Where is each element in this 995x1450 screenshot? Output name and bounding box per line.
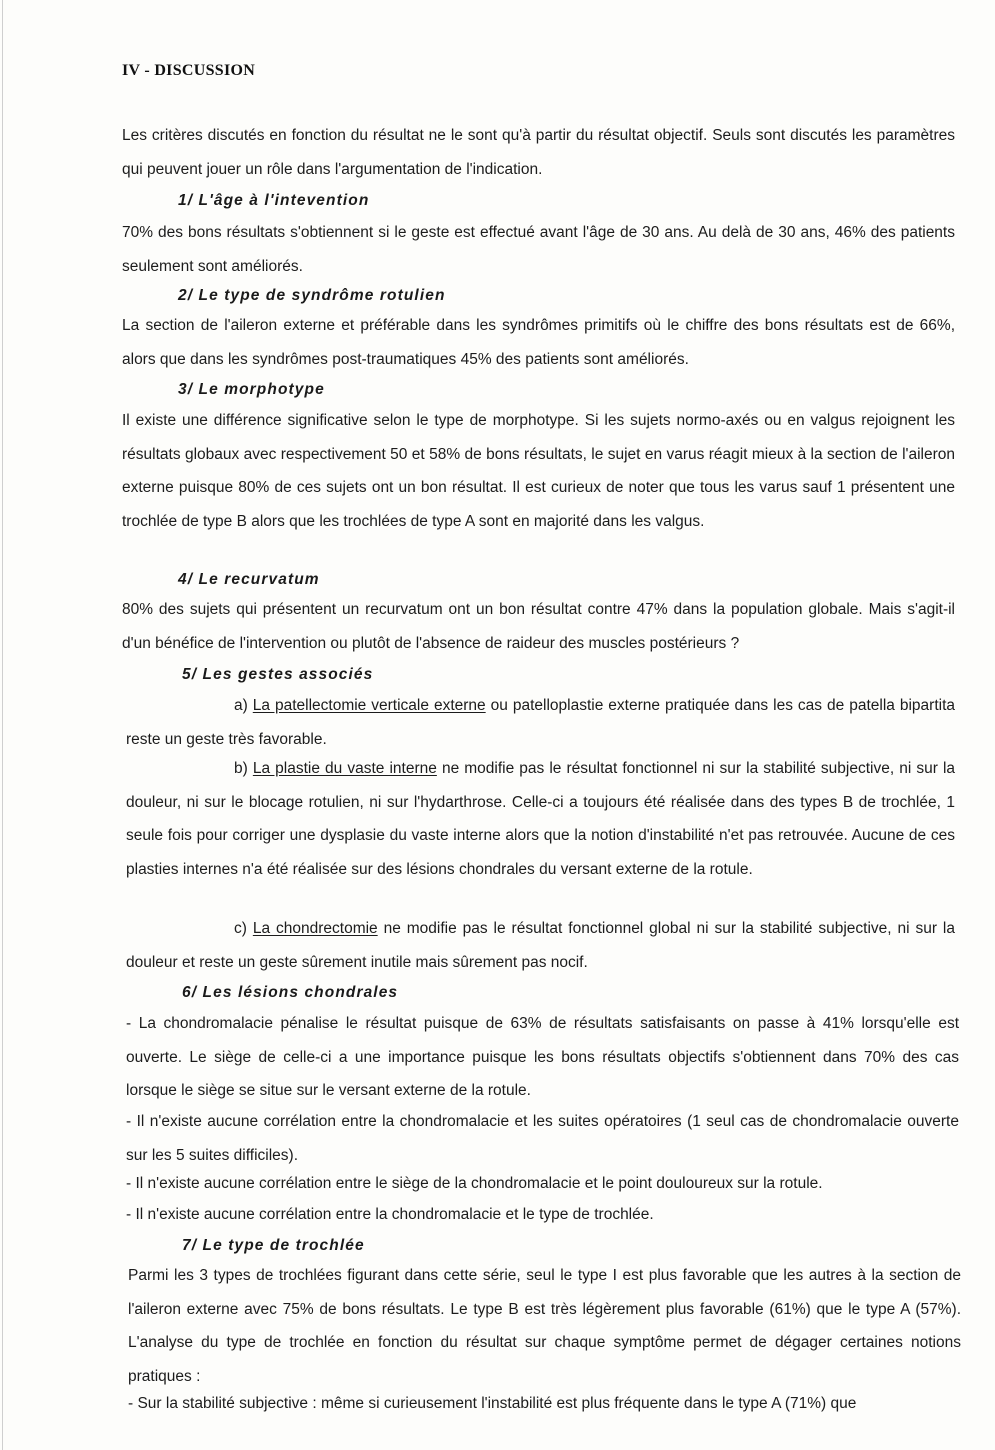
section-7-text: Parmi les 3 types de trochlées figurant dans cette série, seul le type I est plus favorable que les autres à la section de l'aileron externe avec 75% de bons résultats. Le type B est très légèrement plus favorable (61%) que le type A (57%). L'analyse du type de trochlée en fonction du résultat sur chaque symptôme permet de dégager certaines notions pratiques : bbox=[128, 1267, 961, 1385]
section-1-heading: 1/ L'âge à l'intevention bbox=[178, 192, 370, 209]
section-2-heading: 2/ Le type de syndrôme rotulien bbox=[178, 287, 446, 304]
section-3-heading: 3/ Le morphotype bbox=[178, 381, 325, 398]
section-5-item-a bbox=[126, 689, 955, 756]
item-c-prefix: c) bbox=[234, 920, 253, 937]
section-6-item: - Il n'existe aucune corrélation entre le siège de la chondromalacie et le point douloureux sur la rotule. bbox=[126, 1175, 823, 1192]
item-a-prefix: a) bbox=[234, 697, 253, 714]
item-b-prefix: b) bbox=[234, 760, 253, 777]
section-6-item: - Il n'existe aucune corrélation entre la chondromalacie et les suites opératoires (1 seul cas de chondromalacie ouverte sur les 5 suites difficiles). bbox=[126, 1113, 959, 1164]
section-4-heading: 4/ Le recurvatum bbox=[178, 571, 320, 588]
page-title: IV - DISCUSSION bbox=[122, 62, 256, 79]
item-c-term: La chondrectomie bbox=[252, 920, 378, 937]
section-5-item-c bbox=[126, 912, 955, 979]
intro-paragraph: Les critères discutés en fonction du résultat ne le sont qu'à partir du résultat objectif. Seuls sont discutés les paramètres qui peuvent jouer un rôle dans l'argumentation de l'indication. bbox=[122, 127, 955, 178]
section-5-item-b bbox=[126, 752, 955, 886]
section-3-text: Il existe une différence significative selon le type de morphotype. Si les sujets normo-axés ou en valgus rejoignent les résultats globaux avec respectivement 50 et 58% de bons résultats, le sujet en varus réagit mieux à la section de l'aileron externe puisque 80% de ces sujets ont un bon résultat. Il est curieux de noter que tous les varus sauf 1 présentent une trochlée de type B alors que les trochlées de type A sont en majorité dans les valgus. bbox=[122, 412, 955, 530]
section-2-text: La section de l'aileron externe et préférable dans les syndrômes primitifs où le chiffre des bons résultats est de 66%, alors que dans les syndrômes post-traumatiques 45% des patients sont améliorés. bbox=[122, 317, 955, 368]
section-6-heading: 6/ Les lésions chondrales bbox=[182, 984, 399, 1001]
section-6-item: - La chondromalacie pénalise le résultat puisque de 63% de résultats satisfaisants on passe à 41% lorsqu'elle est ouverte. Le siège de celle-ci a une importance puisque les bons résultats objectifs s'obtiennent dans 70% des cas lorsque le siège se situe sur le versant externe de la rotule. bbox=[126, 1015, 959, 1099]
item-b-term: La plastie du vaste interne bbox=[252, 760, 437, 777]
section-7-heading: 7/ Le type de trochlée bbox=[182, 1237, 365, 1254]
section-6-item: - Il n'existe aucune corrélation entre la chondromalacie et le type de trochlée. bbox=[126, 1206, 654, 1223]
section-4-text: 80% des sujets qui présentent un recurvatum ont un bon résultat contre 47% dans la population globale. Mais s'agit-il d'un bénéfice de l'intervention ou plutôt de l'absence de raideur des muscles postérieurs ? bbox=[122, 601, 955, 652]
section-7-last-line: - Sur la stabilité subjective : même si curieusement l'instabilité est plus fréquente dans le type A (71%) que bbox=[128, 1395, 857, 1412]
item-a-term: La patellectomie verticale externe bbox=[252, 697, 486, 714]
item-b-text: ne modifie pas le résultat fonctionnel ni sur la stabilité subjective, ni sur la douleur, ni sur le blocage rotulien, ni sur l'hydarthrose. Celle-ci a toujours été réalisée dans des types B de trochlée, 1 seule fois pour corriger une dysplasie du vaste interne alors que la notion d'instabilité n'et pas retrouvée. Aucune de ces plasties internes n'a été réalisée sur des lésions chondrales du versant externe de la rotule. bbox=[126, 760, 956, 878]
item-a-text: ou patelloplastie externe pratiquée dans les cas de patella bipartita reste un geste très favorable. bbox=[126, 697, 955, 748]
item-c-text: ne modifie pas le résultat fonctionnel global ni sur la stabilité subjective, ni sur la douleur et reste un geste sûrement inutile mais sûrement pas nocif. bbox=[126, 920, 956, 971]
section-1-text: 70% des bons résultats s'obtiennent si le geste est effectué avant l'âge de 30 ans. Au delà de 30 ans, 46% des patients seulement sont améliorés. bbox=[122, 224, 955, 275]
page-edge bbox=[2, 0, 3, 1450]
section-5-heading: 5/ Les gestes associés bbox=[182, 666, 374, 683]
